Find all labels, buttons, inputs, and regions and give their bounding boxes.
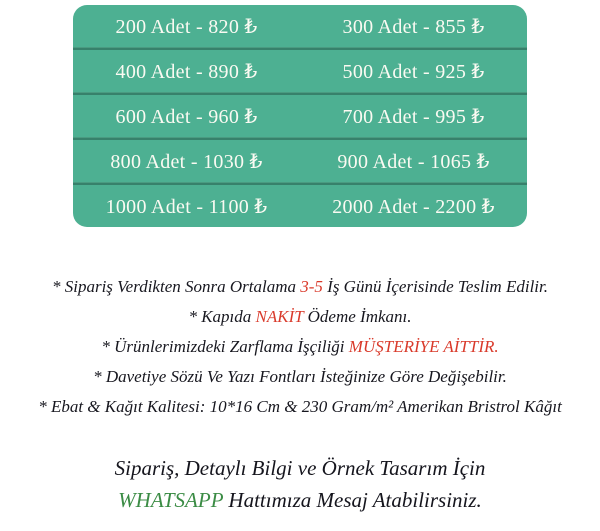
footer-line-1: Sipariş, Detaylı Bilgi ve Örnek Tasarım İçin bbox=[114, 456, 486, 480]
price-cell: 800 Adet - 1030 ₺ bbox=[110, 150, 263, 173]
price-table bbox=[73, 5, 527, 227]
note-highlight: 3-5 bbox=[300, 277, 323, 296]
notes-section bbox=[0, 272, 600, 422]
price-cell: 900 Adet - 1065 ₺ bbox=[337, 150, 490, 173]
note-text: * Davetiye Sözü Ve Yazı Fontları İsteğinize Göre Değişebilir. bbox=[93, 367, 507, 386]
note-highlight: MÜŞTERİYE AİTTİR. bbox=[348, 337, 499, 356]
price-cell: 600 Adet - 960 ₺ bbox=[115, 105, 258, 128]
footer-section bbox=[0, 452, 600, 516]
note-customizable-fonts bbox=[0, 362, 600, 392]
note-text: İş Günü İçerisinde Teslim Edilir. bbox=[322, 277, 548, 296]
price-cell: 500 Adet - 925 ₺ bbox=[342, 60, 485, 83]
price-row-4 bbox=[73, 140, 527, 182]
note-size-paper-quality bbox=[0, 392, 600, 422]
note-highlight: NAKİT bbox=[255, 307, 304, 326]
note-envelope-labor bbox=[0, 332, 600, 362]
note-cash-payment bbox=[0, 302, 600, 332]
note-text: * Sipariş Verdikten Sonra Ortalama bbox=[52, 277, 301, 296]
price-row-2 bbox=[73, 50, 527, 92]
note-text: Ödeme İmkanı. bbox=[303, 307, 412, 326]
footer-line-2 bbox=[0, 484, 600, 516]
price-cell: 300 Adet - 855 ₺ bbox=[342, 15, 485, 38]
note-delivery-time bbox=[0, 272, 600, 302]
price-cell: 2000 Adet - 2200 ₺ bbox=[332, 195, 495, 218]
note-text: * Ürünlerimizdeki Zarflama İşçiliği bbox=[101, 337, 349, 356]
price-cell: 400 Adet - 890 ₺ bbox=[115, 60, 258, 83]
price-row-1 bbox=[73, 5, 527, 47]
note-text: * Kapıda bbox=[188, 307, 256, 326]
whatsapp-label: WHATSAPP bbox=[118, 488, 224, 512]
price-cell: 200 Adet - 820 ₺ bbox=[115, 15, 258, 38]
note-text: * Ebat & Kağıt Kalitesi: 10*16 Cm & 230 Gram/m² Amerikan Bristrol Kâğıt bbox=[38, 397, 562, 416]
price-row-3 bbox=[73, 95, 527, 137]
price-cell: 1000 Adet - 1100 ₺ bbox=[105, 195, 268, 218]
price-cell: 700 Adet - 995 ₺ bbox=[342, 105, 485, 128]
footer-text: Hattımıza Mesaj Atabilirsiniz. bbox=[223, 488, 482, 512]
price-row-5 bbox=[73, 185, 527, 227]
